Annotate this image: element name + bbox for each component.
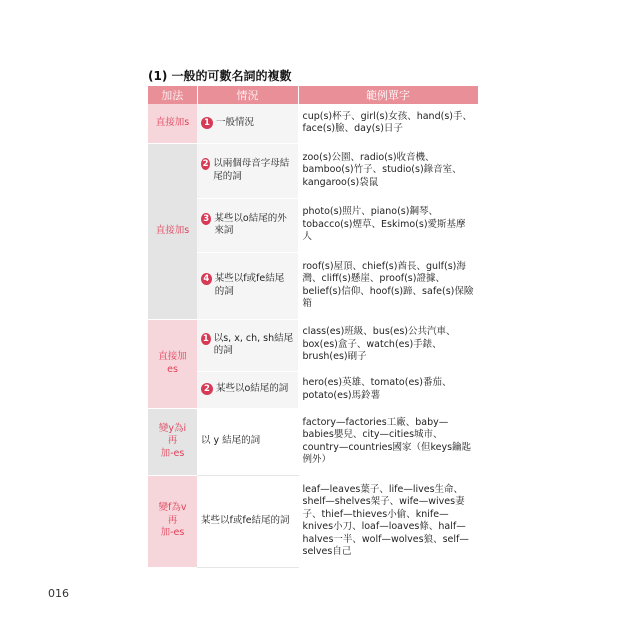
method-line: 加-es [160, 527, 185, 539]
page-number: 016 [48, 587, 69, 600]
number-badge: 2 [201, 383, 213, 395]
method-line: 變f為v [158, 502, 187, 514]
number-badge: 1 [202, 333, 209, 344]
situation-text: 某些以o結尾的詞 [216, 383, 289, 395]
situation-text: 以兩個母音字母結尾的詞 [213, 158, 290, 182]
number-badge: 2 [202, 159, 209, 169]
situation-cell [197, 104, 298, 143]
number-badge: 1 [201, 117, 213, 129]
table-row [148, 143, 478, 198]
header-examples: 範例單字 [298, 86, 478, 104]
method-cell: 直接加s [148, 143, 197, 319]
situation-cell [197, 319, 298, 371]
header-method: 加法 [148, 86, 197, 104]
examples-cell: photo(s)照片、piano(s)鋼琴、tobacco(s)煙草、Eskimo(s)愛斯基摩人 [298, 198, 478, 252]
examples-cell: class(es)班級、bus(es)公共汽車、box(es)盒子、watch(es)手錶、brush(es)刷子 [298, 319, 478, 371]
situation-text: 某些以o結尾的外來詞 [214, 212, 287, 236]
table-row [148, 198, 478, 252]
examples-cell: zoo(s)公園、radio(s)收音機、bamboo(s)竹子、studio(s)錄音室、kangaroo(s)袋鼠 [298, 143, 478, 198]
number-badge: 4 [201, 273, 212, 285]
situation-cell [197, 252, 298, 319]
method-line: 直接加 [158, 351, 187, 362]
method-line: 加-es [160, 447, 185, 459]
situation-cell: 以 y 結尾的詞 [197, 408, 298, 475]
header-situation: 情況 [197, 86, 298, 104]
situation-cell [197, 143, 298, 198]
situation-text: 某些以f或fe結尾的詞 [214, 273, 285, 297]
table-row [148, 104, 478, 143]
method-cell [148, 319, 197, 408]
plural-rules-table [148, 86, 479, 568]
table-row [148, 371, 478, 408]
situation-cell: 某些以f或fe結尾的詞 [197, 475, 298, 567]
table-header-row [148, 86, 478, 104]
examples-cell: leaf—leaves葉子、life—lives生命、shelf—shelves架子、wife—wives妻子、thief—thieves小偷、knife—knives小刀、loaf—loaves條、half—halves一半、wolf—wolves狼、self—selves自己 [298, 475, 478, 567]
situation-text: 一般情況 [216, 117, 255, 128]
method-cell: 直接加s [148, 104, 197, 143]
table-row [148, 319, 478, 371]
situation-cell [197, 198, 298, 252]
situation-text: 以s, x, ch, sh結尾的詞 [213, 332, 294, 356]
method-cell [148, 475, 197, 567]
examples-cell: roof(s)屋頂、chief(s)酋長、gulf(s)海灣、cliff(s)懸崖、proof(s)證據、belief(s)信仰、hoof(s)蹄、safe(s)保險箱 [298, 252, 478, 319]
examples-cell: cup(s)杯子、girl(s)女孩、hand(s)手、face(s)臉、day(s)日子 [298, 104, 478, 143]
examples-cell: hero(es)英雄、tomato(es)番茄、potato(es)馬鈴薯 [298, 371, 478, 408]
number-badge: 3 [201, 213, 211, 225]
table-row [148, 475, 478, 567]
method-line: es [167, 363, 178, 375]
situation-cell [197, 371, 298, 408]
method-line: 再 [167, 514, 178, 526]
method-line: 變y為i [158, 422, 187, 434]
method-cell [148, 408, 197, 475]
table-row [148, 252, 478, 319]
table-row [148, 408, 478, 475]
method-line: 再 [167, 435, 178, 447]
examples-cell: factory—factories工廠、baby—babies嬰兒、city—cities城市、country—countries國家（但keys鑰匙例外） [298, 408, 478, 475]
section-title: (1) 一般的可數名詞的複數 [148, 69, 292, 83]
